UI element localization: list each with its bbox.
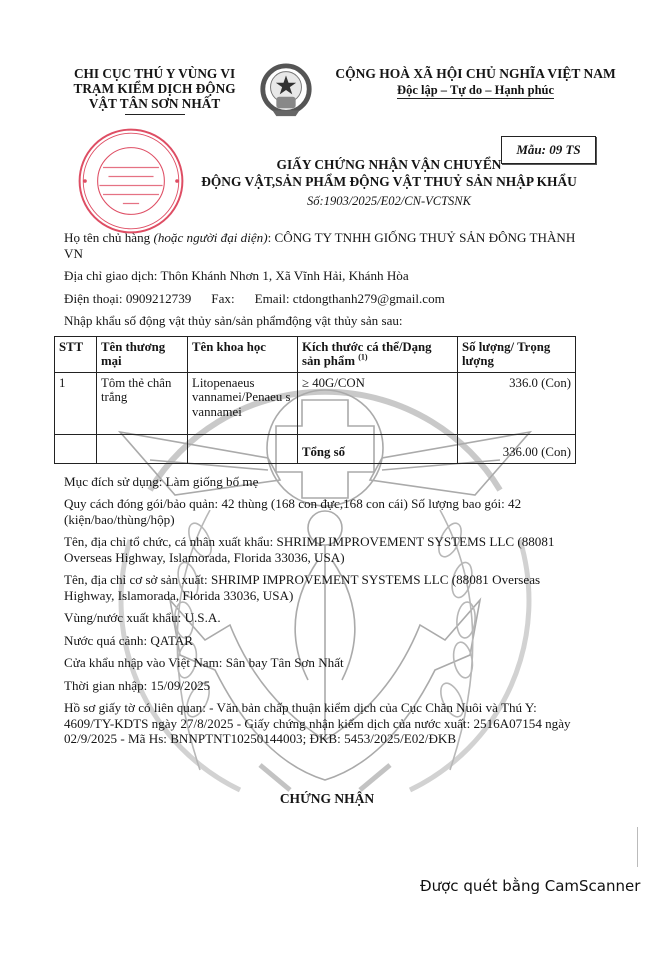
field-label: Vùng/nước xuất khẩu: xyxy=(64,610,185,625)
field-label: Cửa khẩu nhập vào Việt Nam: xyxy=(64,655,226,670)
title-line-2: ĐỘNG VẬT,SẢN PHẨM ĐỘNG VẬT THUỶ SẢN NHẬP KHẨU xyxy=(201,174,577,189)
header-trade-name: Tên thương mại xyxy=(97,336,188,372)
header-size xyxy=(298,336,458,372)
fax-label: Fax: xyxy=(211,290,235,306)
phone-value: 0909212739 xyxy=(125,290,192,306)
field-label: Tên, địa chỉ tổ chức, cá nhân xuất khẩu: xyxy=(64,534,277,549)
title-line-1: GIẤY CHỨNG NHẬN VẬN CHUYỂN xyxy=(276,157,502,172)
issuing-agency xyxy=(58,66,251,115)
field-value: Sân bay Tân Sơn Nhất xyxy=(225,655,344,670)
field-transit-country xyxy=(64,633,580,649)
field-value: SHRIMP IMPROVEMENT SYSTEMS LLC (88081 Overseas Highway, Islamorada, Florida 33036, USA) xyxy=(64,534,555,565)
import-intro: Nhập khẩu số động vật thủy sản/sản phẩmđộng vật thủy sản sau: xyxy=(64,313,403,328)
field-value: 15/09/2025 xyxy=(150,677,211,693)
document-body xyxy=(0,212,650,807)
owner-value: : CÔNG TY TNHH GIỐNG THUỶ SẢN ĐÔNG xyxy=(267,230,527,245)
field-label: Nước quá cảnh: xyxy=(64,632,151,648)
cell-empty xyxy=(55,434,97,463)
field-label: Tên, địa chỉ cơ sở sản xuất: xyxy=(64,572,211,587)
field-producer xyxy=(64,572,580,603)
page-footer xyxy=(0,807,650,917)
field-value: QATAR xyxy=(150,632,193,648)
cell-trade-name: Tôm thẻ chân trắng xyxy=(97,372,188,434)
field-label: Hồ sơ giấy tờ có liên quan: xyxy=(64,700,210,715)
owner-label: Họ tên chủ hàng xyxy=(64,230,154,245)
field-value: - Văn bản chấp thuận kiểm dịch của Cục Chăn Nuôi và Thú Y: 4609/TY-KDTS ngày 27/8/2025 - Giấy chứng nhận kiểm dịch của nước xuất: 2516A07154 ngày 02/9/2025 - Mã Hs: BNNPTNT10250144003; ĐKB: 5453/2025/E02/ĐKB xyxy=(64,700,571,746)
motto-text: Độc lập – Tự do – Hạnh phúc xyxy=(397,83,555,97)
field-value: Làm giống bố mẹ xyxy=(165,473,259,489)
field-exporter xyxy=(64,534,580,565)
owner-field xyxy=(64,230,580,261)
address-label: Địa chỉ giao dịch: xyxy=(64,268,161,283)
field-value: 42 thùng (168 con đực,168 con cái) Số lượng bao gói: 42 (kiện/bao/thùng/hộp) xyxy=(64,496,522,527)
cell-size: ≥ 40G/CON xyxy=(298,372,458,434)
header-scientific-name: Tên khoa học xyxy=(188,336,298,372)
document-header xyxy=(0,0,650,120)
field-label: Quy cách đóng gói/bảo quản: xyxy=(64,496,222,511)
cell-stt: 1 xyxy=(55,372,97,434)
email-value: ctdongthanh279@gmail.com xyxy=(292,290,445,306)
total-value: 336.00 (Con) xyxy=(458,434,576,463)
field-related-documents xyxy=(64,700,580,747)
phone-label: Điện thoại: xyxy=(64,290,126,306)
goods-table xyxy=(54,336,576,464)
email-label: Email: xyxy=(254,290,293,306)
nation-block xyxy=(321,66,630,98)
nation-title: CỘNG HOÀ XÃ HỘI CHỦ NGHĨA VIỆT NAM xyxy=(335,66,616,81)
header-size-text: Kích thước cá thể/Dạng sản phẩm xyxy=(302,339,432,368)
agency-line: VẬT TÂN SƠN NHẤT xyxy=(88,96,221,111)
cell-empty xyxy=(188,434,298,463)
camscanner-footer: Được quét bằng CamScanner xyxy=(420,876,641,895)
owner-value-cont: THÀNH VN xyxy=(64,230,576,261)
field-label: Thời gian nhập: xyxy=(64,677,151,693)
field-entry-port xyxy=(64,655,580,671)
document-number: Số:1903/2025/E02/CN-VCTSNK xyxy=(307,194,471,208)
table-total-row xyxy=(55,434,576,463)
certify-heading: CHỨNG NHẬN xyxy=(279,790,375,806)
table-row xyxy=(55,372,576,434)
total-label: Tổng số xyxy=(298,434,458,463)
form-code-box: Mẫu: 09 TS xyxy=(501,136,596,164)
field-purpose xyxy=(64,474,580,490)
cell-scientific-name: Litopenaeus vannamei/Penaeu s vannamei xyxy=(188,372,298,434)
agency-line: CHI CỤC THÚ Y VÙNG VI xyxy=(73,66,236,81)
scan-edge-mark xyxy=(637,827,638,867)
field-packing xyxy=(64,496,580,527)
field-export-country xyxy=(64,610,580,626)
cell-empty xyxy=(97,434,188,463)
contact-field xyxy=(64,291,580,307)
field-label: Mục đích sử dụng: xyxy=(64,473,166,489)
cell-quantity: 336.0 (Con) xyxy=(458,372,576,434)
national-emblem-icon xyxy=(257,62,315,120)
owner-label-note: (hoặc người đại diện) xyxy=(153,230,268,245)
document-title xyxy=(188,156,590,190)
header-footnote: (1) xyxy=(358,352,368,362)
header-stt: STT xyxy=(55,336,97,372)
agency-line: TRẠM KIỂM DỊCH ĐỘNG xyxy=(73,81,236,96)
nation-motto xyxy=(321,82,630,98)
table-header-row xyxy=(55,336,576,372)
field-import-date xyxy=(64,678,580,694)
field-value: SHRIMP IMPROVEMENT SYSTEMS LLC (88081 Overseas Highway, Islamorada, Florida 33036, USA) xyxy=(64,572,541,603)
field-value: U.S.A. xyxy=(184,610,221,625)
address-field xyxy=(64,268,580,284)
agency-underline xyxy=(125,114,185,115)
address-value: Thôn Khánh Nhơn 1, Xã Vĩnh Hải, Khánh Hòa xyxy=(160,268,409,283)
title-area xyxy=(0,134,650,212)
header-quantity: Số lượng/ Trọng lượng xyxy=(458,336,576,372)
